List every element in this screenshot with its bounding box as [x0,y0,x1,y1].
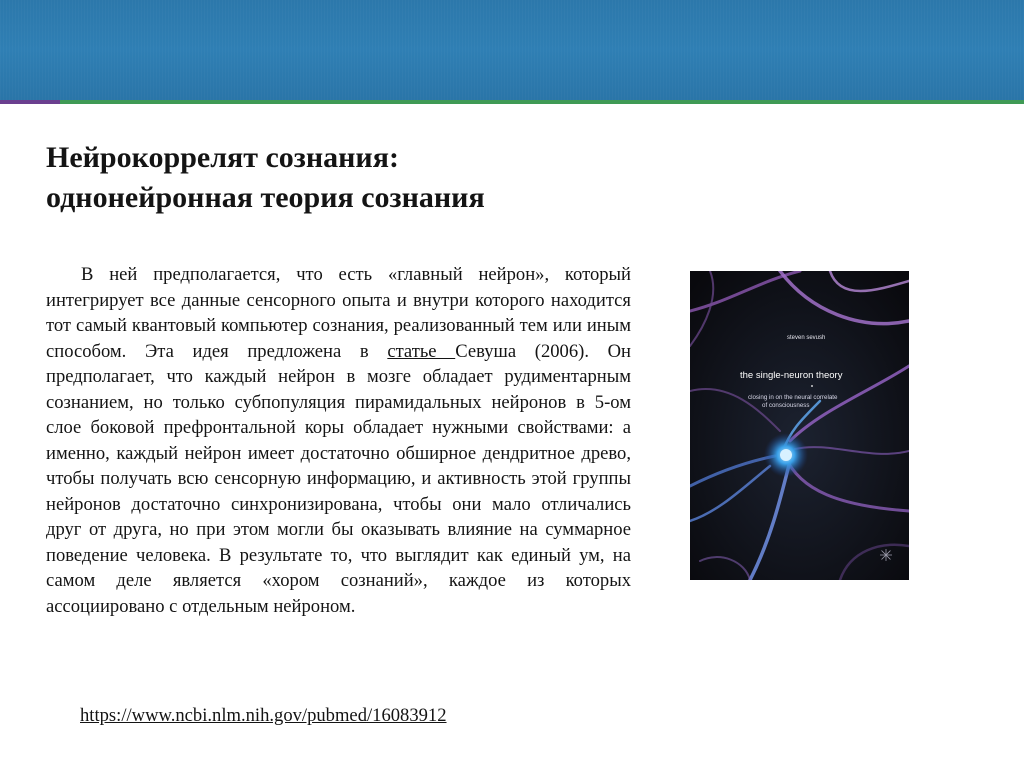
body-paragraph [46,262,631,619]
slide-title [46,138,666,218]
paragraph-text-start: В ней предполагается, что есть «главный нейрон», который интегрирует все данные сенсорного опыта и внутри которого находится тот самый квантовый компьютер сознания, реализованный тем или иным способом. Эта идея предложена в [46,264,631,362]
publisher-logo-icon [880,549,892,561]
cover-title-dot [811,385,813,387]
slide-title-line-2: однонейронная теория сознания [46,181,485,214]
header-accent-line [0,100,1024,104]
cover-neuron-soma [780,449,792,461]
article-link[interactable]: статье [387,340,456,362]
source-url-link[interactable]: https://www.ncbi.nlm.nih.gov/pubmed/16083912 [80,705,447,726]
book-cover-art [690,271,909,580]
paragraph-text-end: Севуша (2006). Он предполагает, что каждый нейрон в мозге обладает рудиментарным сознанием, но только субпопуляция пирамидальных нейронов в 5-ом слое боковой префронтальной коры обладает нужными свойствами: а именно, каждый нейрон имеет достаточно обширное дендритное древо, чтобы получать всю сенсорную информацию, и активность этой группы нейронов достаточно синхронизирована, чтобы они мало отличались друг от друга, но при этом могли бы оказывать влияние на суммарное поведение человека. В результате то, что выглядит как единый ум, на самом деле является «хором сознаний», каждое из которых ассоциировано с отдельным нейроном. [46,340,631,617]
cover-author: steven sevush [787,335,826,341]
cover-background [690,271,909,580]
cover-title: the single-neuron theory [740,370,843,381]
slide-title-line-1: Нейрокоррелят сознания: [46,141,399,174]
cover-subtitle-line-2: of consciousness [762,402,810,409]
header-band [0,0,1024,100]
cover-subtitle-line-1: closing in on the neural correlate [748,394,838,401]
book-cover-image [690,271,909,580]
